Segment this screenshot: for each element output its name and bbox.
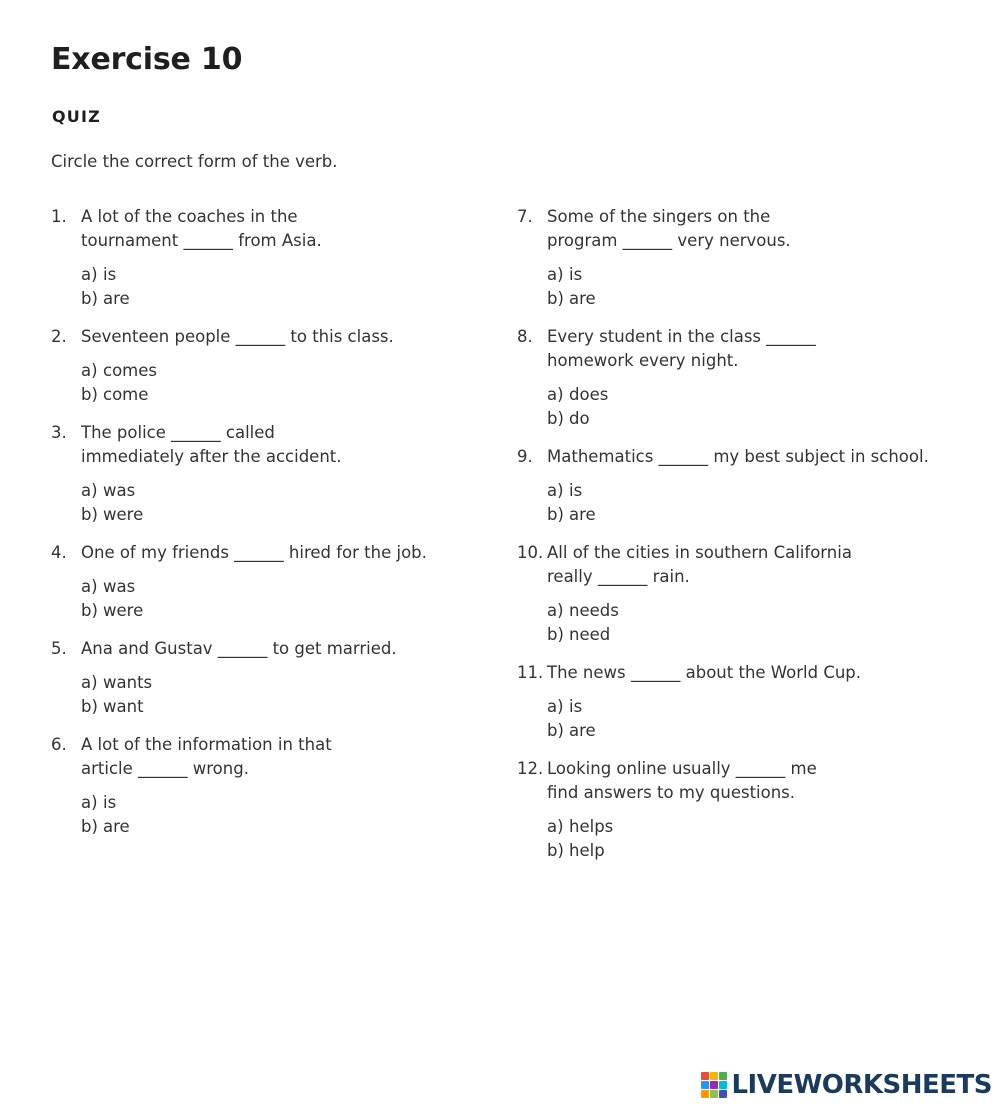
option-text: was xyxy=(103,481,136,500)
option-letter: b) xyxy=(81,816,98,836)
option-b[interactable] xyxy=(547,839,987,863)
option-text: want xyxy=(103,696,144,716)
option-b[interactable] xyxy=(81,815,491,839)
option-text: is xyxy=(569,697,583,716)
quiz-label: QUIZ xyxy=(52,107,101,126)
question-number: 1. xyxy=(51,207,67,226)
option-text: need xyxy=(569,624,611,644)
option-letter: b) xyxy=(547,840,564,860)
option-a[interactable] xyxy=(81,263,491,287)
logo-square xyxy=(710,1090,718,1098)
logo-square xyxy=(710,1072,718,1080)
liveworksheets-logo[interactable] xyxy=(701,1070,992,1100)
option-letter: b) xyxy=(81,504,98,524)
options xyxy=(547,815,987,862)
option-text: helps xyxy=(569,817,614,836)
logo-square xyxy=(719,1081,727,1089)
option-letter: b) xyxy=(81,288,98,308)
option-letter: b) xyxy=(547,504,564,524)
option-letter: b) xyxy=(547,720,564,740)
option-b[interactable] xyxy=(547,623,987,647)
options xyxy=(547,479,987,526)
option-text: come xyxy=(103,384,149,404)
question-12 xyxy=(517,757,987,862)
logo-square xyxy=(710,1081,718,1089)
question-text: A lot of the information in that article ______ wrong. xyxy=(81,735,332,778)
question-text: The news ______ about the World Cup. xyxy=(547,663,862,682)
option-a[interactable] xyxy=(547,599,987,623)
question-number: 7. xyxy=(517,207,533,226)
question-number: 6. xyxy=(51,735,67,754)
question-text: Ana and Gustav ______ to get married. xyxy=(81,639,397,658)
option-letter: a) xyxy=(547,697,564,716)
option-letter: a) xyxy=(81,673,98,692)
option-text: is xyxy=(569,481,583,500)
option-letter: b) xyxy=(547,624,564,644)
question-number: 9. xyxy=(517,447,533,466)
option-text: are xyxy=(569,720,596,740)
question-2 xyxy=(51,325,491,406)
options xyxy=(81,671,491,718)
question-number: 8. xyxy=(517,327,533,346)
option-text: are xyxy=(569,504,596,524)
question-11 xyxy=(517,661,987,742)
option-letter: a) xyxy=(547,601,564,620)
option-letter: a) xyxy=(547,385,564,404)
questions-left-column xyxy=(51,205,491,853)
question-number: 2. xyxy=(51,327,67,346)
question-text: One of my friends ______ hired for the job. xyxy=(81,543,427,562)
option-letter: a) xyxy=(547,265,564,284)
option-text: comes xyxy=(103,361,157,380)
option-letter: a) xyxy=(81,265,98,284)
question-text: A lot of the coaches in the tournament ______ from Asia. xyxy=(81,207,322,250)
option-text: is xyxy=(103,793,117,812)
option-letter: a) xyxy=(81,481,98,500)
question-text: Mathematics ______ my best subject in school. xyxy=(547,447,929,466)
option-a[interactable] xyxy=(547,263,987,287)
question-5 xyxy=(51,637,491,718)
option-text: does xyxy=(569,385,609,404)
options xyxy=(547,599,987,646)
option-b[interactable] xyxy=(547,503,987,527)
option-letter: b) xyxy=(81,696,98,716)
options xyxy=(547,383,987,430)
option-a[interactable] xyxy=(547,815,987,839)
option-text: needs xyxy=(569,601,619,620)
option-b[interactable] xyxy=(81,287,491,311)
question-10 xyxy=(517,541,987,646)
option-text: help xyxy=(569,840,605,860)
logo-square xyxy=(701,1090,709,1098)
option-b[interactable] xyxy=(547,719,987,743)
question-number: 3. xyxy=(51,423,67,442)
option-letter: a) xyxy=(81,361,98,380)
option-a[interactable] xyxy=(81,575,491,599)
options xyxy=(81,479,491,526)
option-text: were xyxy=(103,600,144,620)
question-number: 4. xyxy=(51,543,67,562)
option-text: are xyxy=(569,288,596,308)
option-text: was xyxy=(103,577,136,596)
question-7 xyxy=(517,205,987,310)
option-a[interactable] xyxy=(547,383,987,407)
logo-text: LIVEWORKSHEETS xyxy=(731,1070,992,1100)
question-number: 12. xyxy=(517,759,544,778)
question-3 xyxy=(51,421,491,526)
question-number: 10. xyxy=(517,543,544,562)
option-text: is xyxy=(569,265,583,284)
option-b[interactable] xyxy=(547,407,987,431)
options xyxy=(81,263,491,310)
option-letter: b) xyxy=(547,288,564,308)
question-1 xyxy=(51,205,491,310)
question-4 xyxy=(51,541,491,622)
option-letter: a) xyxy=(81,577,98,596)
question-6 xyxy=(51,733,491,838)
option-a[interactable] xyxy=(547,479,987,503)
questions-right-column xyxy=(517,205,987,877)
question-text: All of the cities in southern California really ______ rain. xyxy=(547,543,852,586)
option-letter: b) xyxy=(81,600,98,620)
option-text: do xyxy=(569,408,590,428)
question-number: 11. xyxy=(517,663,544,682)
option-text: is xyxy=(103,265,117,284)
options xyxy=(547,695,987,742)
question-number: 5. xyxy=(51,639,67,658)
question-text: The police ______ called immediately after the accident. xyxy=(81,423,342,466)
liveworksheets-grid-icon xyxy=(701,1072,727,1098)
options xyxy=(547,263,987,310)
logo-square xyxy=(701,1081,709,1089)
option-letter: a) xyxy=(81,793,98,812)
option-text: are xyxy=(103,816,130,836)
logo-square xyxy=(701,1072,709,1080)
option-b[interactable] xyxy=(81,503,491,527)
options xyxy=(81,359,491,406)
page-title: Exercise 10 xyxy=(51,42,243,77)
logo-square xyxy=(719,1072,727,1080)
instruction-text: Circle the correct form of the verb. xyxy=(51,152,338,171)
options xyxy=(81,575,491,622)
option-b[interactable] xyxy=(547,287,987,311)
option-a[interactable] xyxy=(81,791,491,815)
option-a[interactable] xyxy=(81,359,491,383)
option-a[interactable] xyxy=(81,479,491,503)
options xyxy=(81,791,491,838)
question-text: Seventeen people ______ to this class. xyxy=(81,327,394,346)
option-a[interactable] xyxy=(547,695,987,719)
question-text: Every student in the class ______ homework every night. xyxy=(547,327,816,370)
option-text: wants xyxy=(103,673,153,692)
question-8 xyxy=(517,325,987,430)
option-b[interactable] xyxy=(81,695,491,719)
option-b[interactable] xyxy=(81,599,491,623)
option-letter: a) xyxy=(547,481,564,500)
option-letter: b) xyxy=(547,408,564,428)
option-a[interactable] xyxy=(81,671,491,695)
logo-square xyxy=(719,1090,727,1098)
option-letter: a) xyxy=(547,817,564,836)
option-text: are xyxy=(103,288,130,308)
question-text: Looking online usually ______ me find answers to my questions. xyxy=(547,759,817,802)
question-9 xyxy=(517,445,987,526)
question-text: Some of the singers on the program ______ very nervous. xyxy=(547,207,791,250)
option-b[interactable] xyxy=(81,383,491,407)
option-text: were xyxy=(103,504,144,524)
option-letter: b) xyxy=(81,384,98,404)
